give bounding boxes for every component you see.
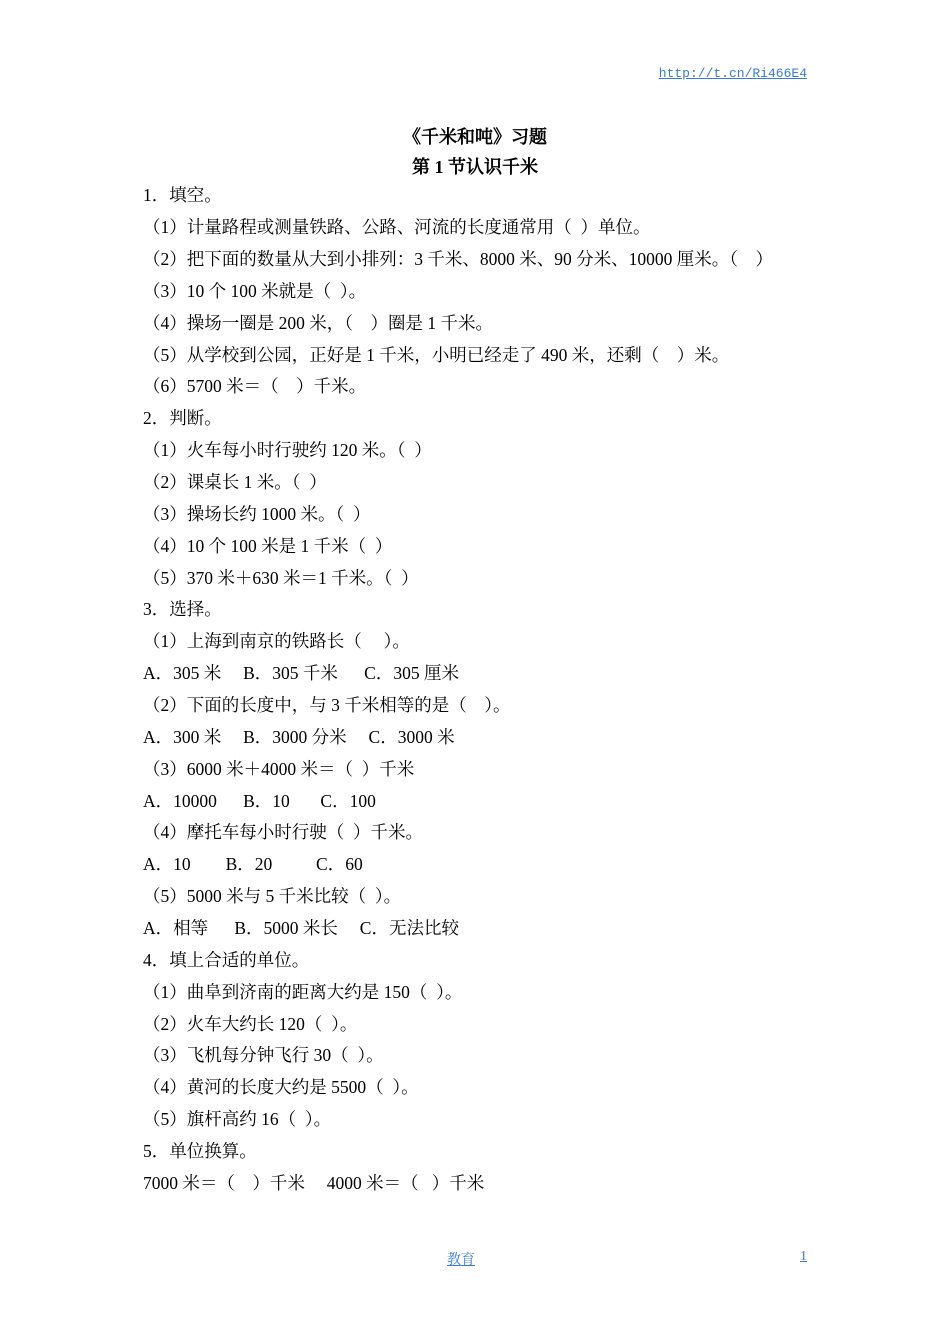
section-title: 第 1 节认识千米 — [412, 157, 538, 177]
question-line: （1）上海到南京的铁路长（ ）。 — [143, 631, 410, 651]
question-line: 7000 米＝（ ）千米 4000 米＝（ ）千米 — [143, 1173, 485, 1193]
page-number[interactable]: 1 — [800, 1249, 807, 1264]
question-line: （2）下面的长度中，与 3 千米相等的是（ ）。 — [143, 695, 511, 715]
question-1-heading: 1．填空。 — [143, 185, 222, 205]
choice-line: A．10000 B．10 C．100 — [143, 791, 376, 811]
question-line: （5）370 米＋630 米＝1 千米。（ ） — [143, 568, 419, 588]
question-line: （4）操场一圈是 200 米，（ ）圈是 1 千米。 — [143, 313, 493, 333]
header-link[interactable]: http://t.cn/Ri466E4 — [658, 66, 807, 81]
page-title: 《千米和吨》习题 — [403, 127, 547, 147]
question-line: （4）10 个 100 米是 1 千米（ ） — [143, 536, 393, 556]
choice-line: A．305 米 B．305 千米 C．305 厘米 — [143, 663, 459, 683]
question-line: （4）摩托车每小时行驶（ ）千米。 — [143, 822, 423, 842]
choice-line: A．相等 B．5000 米长 C．无法比较 — [143, 918, 459, 938]
question-line: （2）火车大约长 120（ ）。 — [143, 1014, 358, 1034]
choice-line: A．300 米 B．3000 分米 C．3000 米 — [143, 727, 455, 747]
question-5-heading: 5．单位换算。 — [143, 1141, 257, 1161]
question-line: （5）5000 米与 5 千米比较（ ）。 — [143, 886, 402, 906]
question-line: （3）飞机每分钟飞行 30（ ）。 — [143, 1045, 384, 1065]
question-line: （2）把下面的数量从大到小排列：3 千米、8000 米、90 分米、10000 厘米。（ ） — [143, 249, 773, 269]
question-line: （1）曲阜到济南的距离大约是 150（ ）。 — [143, 982, 463, 1002]
question-4-heading: 4．填上合适的单位。 — [143, 950, 310, 970]
question-3-heading: 3．选择。 — [143, 599, 222, 619]
question-line: （6）5700 米＝（ ）千米。 — [143, 376, 367, 396]
question-line: （4）黄河的长度大约是 5500（ ）。 — [143, 1077, 419, 1097]
question-line: （3）6000 米＋4000 米＝（ ）千米 — [143, 759, 415, 779]
question-line: （3）操场长约 1000 米。（ ） — [143, 504, 371, 524]
question-line: （5）从学校到公园，正好是 1 千米，小明已经走了 490 米，还剩（ ）米。 — [143, 345, 730, 365]
question-line: （5）旗杆高约 16（ ）。 — [143, 1109, 332, 1129]
question-line: （3）10 个 100 米就是（ ）。 — [143, 281, 367, 301]
question-line: （2）课桌长 1 米。（ ） — [143, 472, 327, 492]
footer-link[interactable]: 教育 — [447, 1253, 475, 1268]
choice-line: A．10 B．20 C．60 — [143, 854, 363, 874]
question-line: （1）火车每小时行驶约 120 米。（ ） — [143, 440, 432, 460]
question-2-heading: 2．判断。 — [143, 408, 222, 428]
question-line: （1）计量路程或测量铁路、公路、河流的长度通常用（ ）单位。 — [143, 217, 651, 237]
